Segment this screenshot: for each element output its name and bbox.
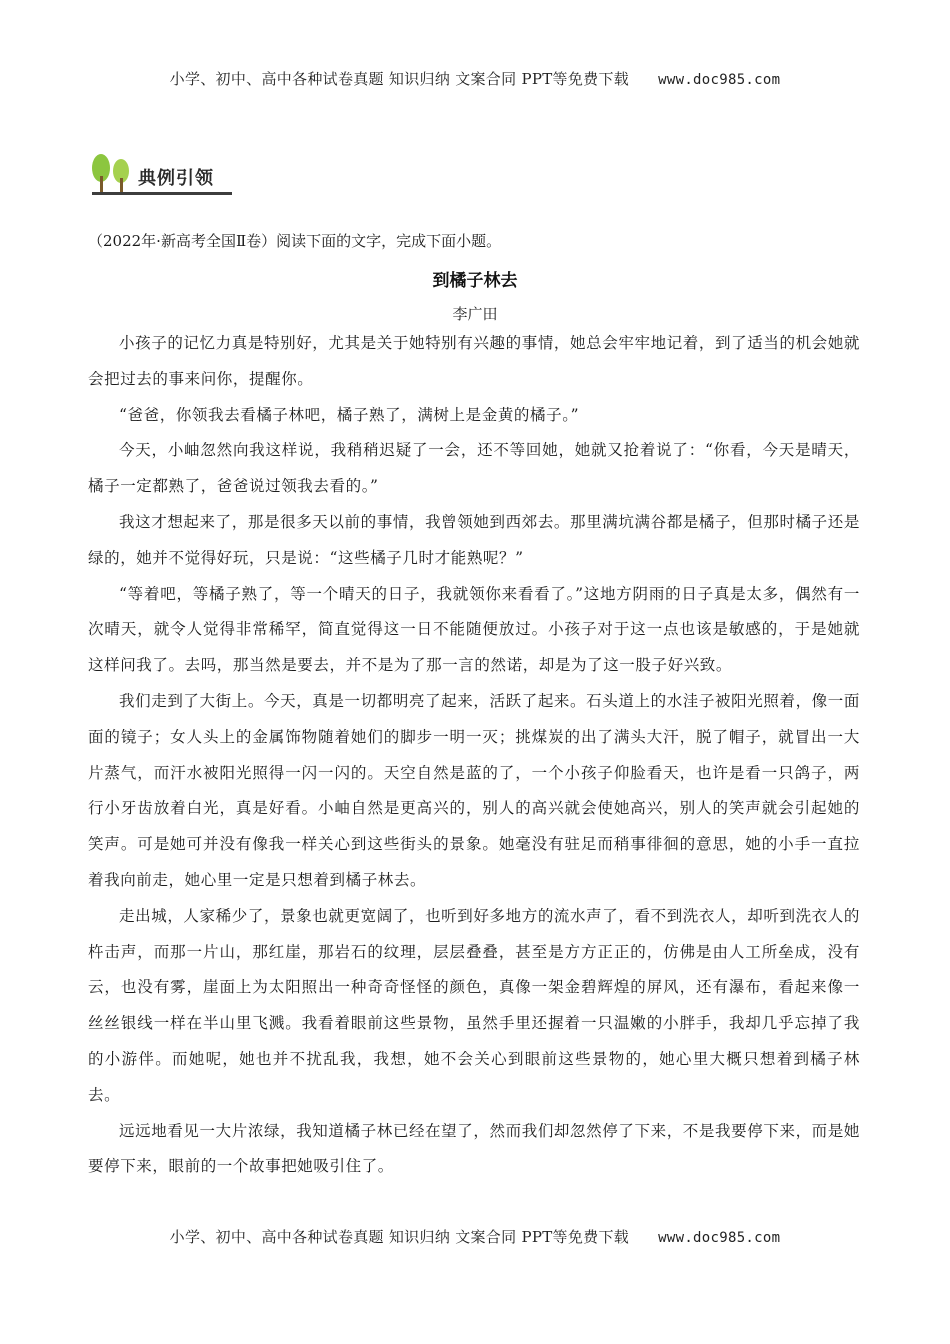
paragraph: 小孩子的记忆力真是特别好，尤其是关于她特别有兴趣的事情，她总会牢牢地记着，到了适当的机会她就会把过去的事来问你，提醒你。 bbox=[88, 334, 860, 388]
section-underline bbox=[92, 192, 232, 195]
page-header bbox=[0, 68, 950, 89]
tree-icon bbox=[88, 152, 134, 194]
paragraph: 走出城，人家稀少了，景象也就更宽阔了，也听到好多地方的流水声了，看不到洗衣人，却听到洗衣人的杵击声，而那一片山，那红崖，那岩石的纹理，层层叠叠，甚至是方方正正的，仿佛是由人工所垒成，没有云，也没有雾，崖面上为太阳照出一种奇奇怪怪的颜色，真像一架金碧辉煌的屏风，还有瀑布，看起来像一丝丝银线一样在半山里飞溅。我看着眼前这些景物，虽然手里还握着一只温嫩的小胖手，我却几乎忘掉了我的小游伴。而她呢，她也并不扰乱我，我想，她不会关心到眼前这些景物的，她心里大概只想着到橘子林去。 bbox=[88, 906, 860, 1104]
header-text: 小学、初中、高中各种试卷真题 知识归纳 文案合同 PPT等免费下载 bbox=[169, 70, 630, 88]
section-label: 典例引领 bbox=[138, 168, 214, 189]
header-url[interactable]: www.doc985.com bbox=[658, 72, 781, 88]
question-intro: （2022年·新高考全国Ⅱ卷）阅读下面的文字，完成下面小题。 bbox=[88, 232, 502, 250]
page-footer bbox=[0, 1226, 950, 1247]
paragraph: 我这才想起来了，那是很多天以前的事情，我曾领她到西郊去。那里满坑满谷都是橘子，但那时橘子还是绿的，她并不觉得好玩，只是说：“这些橘子几时才能熟呢？” bbox=[88, 512, 860, 567]
footer-text: 小学、初中、高中各种试卷真题 知识归纳 文案合同 PPT等免费下载 bbox=[169, 1228, 630, 1246]
paragraph: 我们走到了大街上。今天，真是一切都明亮了起来，活跃了起来。石头道上的水洼子被阳光照着，像一面面的镜子；女人头上的金属饰物随着她们的脚步一明一灭；挑煤炭的出了满头大汗，脱了帽子，就冒出一大片蒸气，而汗水被阳光照得一闪一闪的。天空自然是蓝的了，一个小孩子仰脸看天，也许是看一只鸽子，两行小牙齿放着白光，真是好看。小岫自然是更高兴的，别人的高兴就会使她高兴，别人的笑声就会引起她的笑声。可是她可并没有像我一样关心到这些街头的景象。她毫没有驻足而稍事徘徊的意思，她的小手一直拉着我向前走，她心里一定是只想着到橘子林去。 bbox=[88, 691, 860, 889]
paragraph: “爸爸，你领我去看橘子林吧，橘子熟了，满树上是金黄的橘子。” bbox=[119, 405, 580, 424]
article-author: 李广田 bbox=[452, 305, 498, 323]
paragraph: 远远地看见一大片浓绿，我知道橘子林已经在望了，然而我们却忽然停了下来，不是我要停下来，而是她要停下来，眼前的一个故事把她吸引住了。 bbox=[88, 1121, 860, 1176]
paragraph: “等着吧，等橘子熟了，等一个晴天的日子，我就领你来看看了。”这地方阴雨的日子真是太多，偶然有一次晴天，就令人觉得非常稀罕，简直觉得这一日不能随便放过。小孩子对于这一点也该是敏感的，于是她就这样问我了。去吗，那当然是要去，并不是为了那一言的然诺，却是为了这一股子好兴致。 bbox=[88, 584, 860, 675]
paragraph: 今天，小岫忽然向我这样说，我稍稍迟疑了一会，还不等回她，她就又抢着说了：“你看，今天是晴天，橘子一定都熟了，爸爸说过领我去看的。” bbox=[88, 441, 860, 496]
footer-url[interactable]: www.doc985.com bbox=[658, 1230, 781, 1246]
article-title: 到橘子林去 bbox=[432, 271, 518, 291]
article-body bbox=[88, 326, 860, 1185]
section-badge bbox=[88, 150, 234, 196]
